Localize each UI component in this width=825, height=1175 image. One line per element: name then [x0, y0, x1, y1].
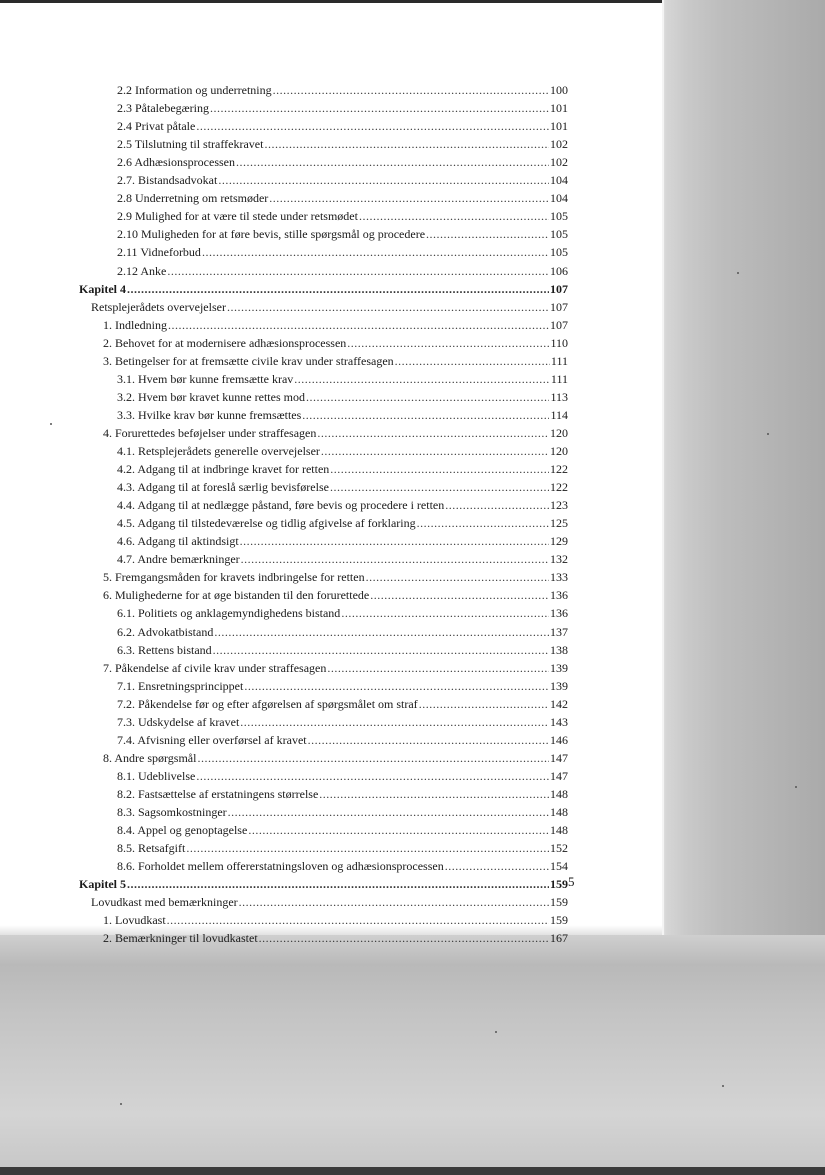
- toc-entry: [117, 406, 568, 424]
- toc-entry-page: 122: [550, 480, 568, 495]
- toc-entry: [117, 532, 568, 550]
- toc-entry-page: 146: [550, 732, 568, 747]
- toc-dot-leader: [306, 388, 549, 406]
- toc-entry-page: 106: [550, 263, 568, 278]
- toc-entry-title: 5. Fremgangsmåden for kravets indbringelse for retten: [103, 570, 365, 585]
- toc-entry-page: 159: [550, 913, 568, 928]
- toc-entry-title: 2. Behovet for at modernisere adhæsionsprocessen: [103, 335, 347, 350]
- toc-entry: [117, 496, 568, 514]
- toc-entry: [103, 586, 568, 604]
- toc-entry-page: 148: [550, 805, 568, 819]
- toc-entry: [117, 839, 568, 857]
- toc-dot-leader: [244, 677, 549, 695]
- toc-entry-title: 2.5 Tilslutning til straffekravet: [117, 137, 264, 152]
- toc-dot-leader: [197, 749, 549, 767]
- toc-entry-title: 7. Påkendelse af civile krav under straffesagen: [103, 660, 327, 675]
- toc-dot-leader: [319, 785, 549, 803]
- toc-entry-page: 147: [550, 750, 568, 765]
- toc-entry-page: 120: [550, 444, 568, 458]
- toc-entry-page: 137: [550, 624, 568, 639]
- toc-entry-title: 2.4 Privat påtale: [117, 119, 196, 134]
- toc-chapter-heading: [79, 875, 568, 893]
- toc-entry-page: 136: [550, 606, 568, 621]
- toc-dot-leader: [347, 334, 549, 352]
- toc-entry-title: 2.9 Mulighed for at være til stede under retsmødet: [117, 209, 358, 224]
- toc-entry-title: 7.2. Påkendelse før og efter afgørelsen af spørgsmålet om straf: [117, 696, 418, 711]
- scan-speck: [737, 272, 739, 274]
- toc-entry: [117, 243, 568, 261]
- toc-entry-page: 101: [550, 101, 568, 116]
- toc-entry-title: 8.5. Retsafgift: [117, 841, 186, 856]
- toc-entry-title: Kapitel 5: [79, 877, 126, 892]
- toc-dot-leader: [395, 352, 550, 370]
- toc-entry-title: 2. Bemærkninger til lovudkastet: [103, 931, 258, 946]
- toc-dot-leader: [330, 460, 549, 478]
- scan-background-right: [662, 0, 825, 935]
- toc-entry-title: 8.2. Fastsættelse af erstatningens størrelse: [117, 786, 319, 801]
- toc-entry-page: 111: [550, 353, 568, 368]
- toc-entry: [117, 388, 568, 406]
- toc-entry: [117, 262, 568, 280]
- toc-entry-title: 7.4. Afvisning eller overførsel af kravet: [117, 732, 307, 747]
- toc-entry-page: 105: [550, 209, 568, 224]
- toc-entry-page: 167: [550, 931, 568, 946]
- toc-dot-leader: [214, 623, 549, 641]
- toc-dot-leader: [417, 514, 549, 532]
- toc-dot-leader: [167, 911, 549, 929]
- toc-dot-leader: [202, 243, 549, 261]
- toc-entry: [117, 857, 568, 875]
- toc-dot-leader: [127, 280, 549, 298]
- toc-entry-page: 159: [550, 877, 568, 892]
- toc-entry-title: 2.3 Påtalebegæring: [117, 101, 209, 116]
- toc-entry-page: 139: [550, 660, 568, 675]
- toc-entry: [117, 117, 568, 135]
- toc-dot-leader: [330, 478, 549, 496]
- toc-dot-leader: [168, 316, 549, 334]
- toc-entry-title: 3. Betingelser for at fremsætte civile krav under straffesagen: [103, 353, 394, 368]
- toc-entry-page: 105: [550, 245, 568, 260]
- toc-entry-title: 4.5. Adgang til tilstedeværelse og tidlig afgivelse af forklaring: [117, 516, 416, 531]
- toc-entry-page: 129: [550, 534, 568, 549]
- toc-entry-page: 107: [550, 317, 568, 332]
- toc-entry-page: 143: [550, 714, 568, 729]
- toc-entry-title: 7.1. Ensretningsprincippet: [117, 678, 244, 693]
- toc-dot-leader: [359, 207, 549, 225]
- toc-entry-title: 4.4. Adgang til at nedlægge påstand, føre bevis og procedere i retten: [117, 498, 445, 513]
- toc-entry-page: 148: [550, 823, 568, 838]
- toc-entry: [117, 135, 568, 153]
- toc-dot-leader: [218, 171, 549, 189]
- toc-entry-page: 133: [550, 570, 568, 585]
- toc-entry: [117, 514, 568, 532]
- toc-entry-page: 111: [550, 371, 568, 386]
- toc-entry-page: 107: [550, 299, 568, 314]
- toc-dot-leader: [308, 731, 549, 749]
- toc-entry-page: 102: [550, 137, 568, 152]
- toc-entry-title: 1. Indledning: [103, 317, 167, 332]
- page-number: 5: [568, 874, 575, 889]
- toc-dot-leader: [269, 189, 549, 207]
- toc-chapter-heading: [79, 280, 568, 298]
- toc-entry-title: 8.1. Udeblivelse: [117, 768, 196, 783]
- toc-entry-page: 120: [550, 425, 568, 440]
- toc-entry-title: Retsplejerådets overvejelser: [91, 299, 226, 314]
- toc-entry: [117, 550, 568, 568]
- toc-dot-leader: [227, 298, 549, 316]
- toc-entry: [103, 911, 568, 929]
- toc-dot-leader: [248, 821, 549, 839]
- toc-entry-title: 8.4. Appel og genoptagelse: [117, 823, 248, 838]
- toc-entry-page: 122: [550, 462, 568, 477]
- toc-entry-page: 107: [550, 281, 568, 296]
- toc-entry-title: 2.10 Muligheden for at føre bevis, stille spørgsmål og procedere: [117, 227, 426, 242]
- toc-entry-title: 2.12 Anke: [117, 263, 167, 278]
- toc-entry-title: 6. Mulighederne for at øge bistanden til den forurettede: [103, 588, 370, 603]
- toc-entry-title: 8.3. Sagsomkostninger: [117, 805, 227, 819]
- toc-dot-leader: [127, 875, 549, 893]
- toc-dot-leader: [321, 442, 549, 460]
- toc-entry-page: 132: [550, 552, 568, 567]
- toc-entry-title: 2.6 Adhæsionsprocessen: [117, 155, 235, 170]
- toc-entry: [117, 189, 568, 207]
- toc-dot-leader: [273, 81, 549, 99]
- toc-entry-title: 4.2. Adgang til at indbringe kravet for retten: [117, 462, 330, 477]
- toc-entry-page: 105: [550, 227, 568, 242]
- toc-entry: [117, 623, 568, 641]
- toc-entry-page: 113: [550, 389, 568, 404]
- toc-entry-title: 1. Lovudkast: [103, 913, 166, 928]
- toc-entry: [117, 81, 568, 99]
- toc-entry: [117, 478, 568, 496]
- toc-dot-leader: [370, 586, 549, 604]
- toc-entry-title: 2.7. Bistandsadvokat: [117, 173, 218, 188]
- toc-dot-leader: [196, 767, 549, 785]
- toc-entry: [103, 749, 568, 767]
- toc-entry: [117, 641, 568, 659]
- scan-bottom-border: [0, 1167, 825, 1175]
- toc-entry-page: 139: [550, 678, 568, 693]
- toc-entry-title: 7.3. Udskydelse af kravet: [117, 714, 240, 729]
- toc-dot-leader: [213, 641, 549, 659]
- toc-entry: [103, 929, 568, 947]
- toc-entry-title: 4.6. Adgang til aktindsigt: [117, 534, 239, 549]
- toc-entry: [103, 334, 568, 352]
- toc-dot-leader: [167, 262, 549, 280]
- toc-entry-page: 136: [550, 588, 568, 603]
- toc-entry-page: 152: [550, 841, 568, 856]
- toc-entry-page: 154: [550, 859, 568, 874]
- toc-dot-leader: [259, 929, 549, 947]
- toc-entry-page: 104: [550, 173, 568, 188]
- toc-dot-leader: [327, 659, 549, 677]
- toc-entry-page: 110: [550, 335, 568, 350]
- toc-entry-title: 3.3. Hvilke krav bør kunne fremsættes: [117, 407, 302, 422]
- toc-entry-title: 6.2. Advokatbistand: [117, 624, 214, 639]
- scan-speck: [767, 433, 769, 435]
- toc-dot-leader: [341, 604, 549, 622]
- toc-entry-title: 4.3. Adgang til at foreslå særlig bevisførelse: [117, 480, 329, 495]
- toc-entry-page: 100: [550, 83, 568, 97]
- toc-entry-title: 2.2 Information og underretning: [117, 83, 272, 97]
- toc-entry: [103, 424, 568, 442]
- toc-dot-leader: [240, 713, 549, 731]
- toc-entry-page: 125: [550, 516, 568, 531]
- toc-dot-leader: [241, 550, 549, 568]
- toc-dot-leader: [426, 225, 549, 243]
- toc-dot-leader: [210, 99, 549, 117]
- toc-dot-leader: [196, 117, 549, 135]
- scan-speck: [50, 423, 52, 425]
- toc-entry: [91, 298, 568, 316]
- toc-entry: [117, 604, 568, 622]
- toc-entry-page: 102: [550, 155, 568, 170]
- toc-dot-leader: [228, 803, 549, 821]
- toc-dot-leader: [186, 839, 549, 857]
- toc-entry-title: 2.11 Vidneforbud: [117, 245, 201, 260]
- toc-dot-leader: [445, 857, 549, 875]
- toc-entry-title: Kapitel 4: [79, 281, 126, 296]
- toc-entry: [117, 442, 568, 460]
- toc-entry-page: 114: [550, 407, 568, 422]
- toc-entry: [117, 695, 568, 713]
- toc-entry-title: 2.8 Underretning om retsmøder: [117, 191, 269, 206]
- toc-entry-page: 138: [550, 642, 568, 657]
- toc-entry-title: Lovudkast med bemærkninger: [91, 895, 238, 910]
- toc-dot-leader: [236, 153, 549, 171]
- scan-background-bottom: [0, 935, 825, 1175]
- scan-speck: [495, 1031, 497, 1033]
- toc-entry: [117, 171, 568, 189]
- toc-dot-leader: [239, 893, 549, 911]
- toc-entry: [117, 767, 568, 785]
- toc-entry: [117, 821, 568, 839]
- toc-dot-leader: [240, 532, 549, 550]
- toc-entry-title: 4.7. Andre bemærkninger: [117, 552, 240, 567]
- toc-entry: [117, 803, 568, 821]
- toc-dot-leader: [445, 496, 549, 514]
- toc-entry: [117, 207, 568, 225]
- toc-entry: [103, 316, 568, 334]
- toc-entry-title: 3.2. Hvem bør kravet kunne rettes mod: [117, 389, 305, 404]
- toc-entry-page: 142: [550, 696, 568, 711]
- toc-entry: [117, 460, 568, 478]
- toc-entry-title: 6.1. Politiets og anklagemyndighedens bistand: [117, 606, 341, 621]
- toc-dot-leader: [419, 695, 549, 713]
- toc-entry: [117, 731, 568, 749]
- toc-dot-leader: [264, 135, 549, 153]
- toc-entry: [91, 893, 568, 911]
- toc-entry: [103, 352, 568, 370]
- toc-entry: [103, 568, 568, 586]
- toc-entry-page: 159: [550, 895, 568, 910]
- toc-entry-page: 148: [550, 786, 568, 801]
- toc-entry: [117, 785, 568, 803]
- toc-dot-leader: [317, 424, 549, 442]
- toc-dot-leader: [302, 406, 549, 424]
- toc-entry-title: 8.6. Forholdet mellem offererstatningsloven og adhæsionsprocessen: [117, 859, 444, 874]
- toc-entry-page: 123: [550, 498, 568, 513]
- toc-entry-title: 4.1. Retsplejerådets generelle overvejelser: [117, 444, 320, 458]
- scan-speck: [120, 1103, 122, 1105]
- scan-speck: [722, 1085, 724, 1087]
- toc-entry: [117, 677, 568, 695]
- toc-entry-title: 3.1. Hvem bør kunne fremsætte krav: [117, 371, 294, 386]
- toc-entry: [117, 99, 568, 117]
- toc-entry-title: 8. Andre spørgsmål: [103, 750, 197, 765]
- toc-entry: [117, 225, 568, 243]
- toc-entry-page: 104: [550, 191, 568, 206]
- toc-entry: [117, 713, 568, 731]
- toc-entry-page: 101: [550, 119, 568, 134]
- toc-dot-leader: [366, 568, 549, 586]
- toc-entry-page: 147: [550, 768, 568, 783]
- toc-entry-title: 6.3. Rettens bistand: [117, 642, 212, 657]
- scan-speck: [795, 786, 797, 788]
- toc-entry: [117, 153, 568, 171]
- toc-entry: [117, 370, 568, 388]
- toc-entry: [103, 659, 568, 677]
- toc-entry-title: 4. Forurettedes beføjelser under straffesagen: [103, 425, 317, 440]
- toc-dot-leader: [294, 370, 550, 388]
